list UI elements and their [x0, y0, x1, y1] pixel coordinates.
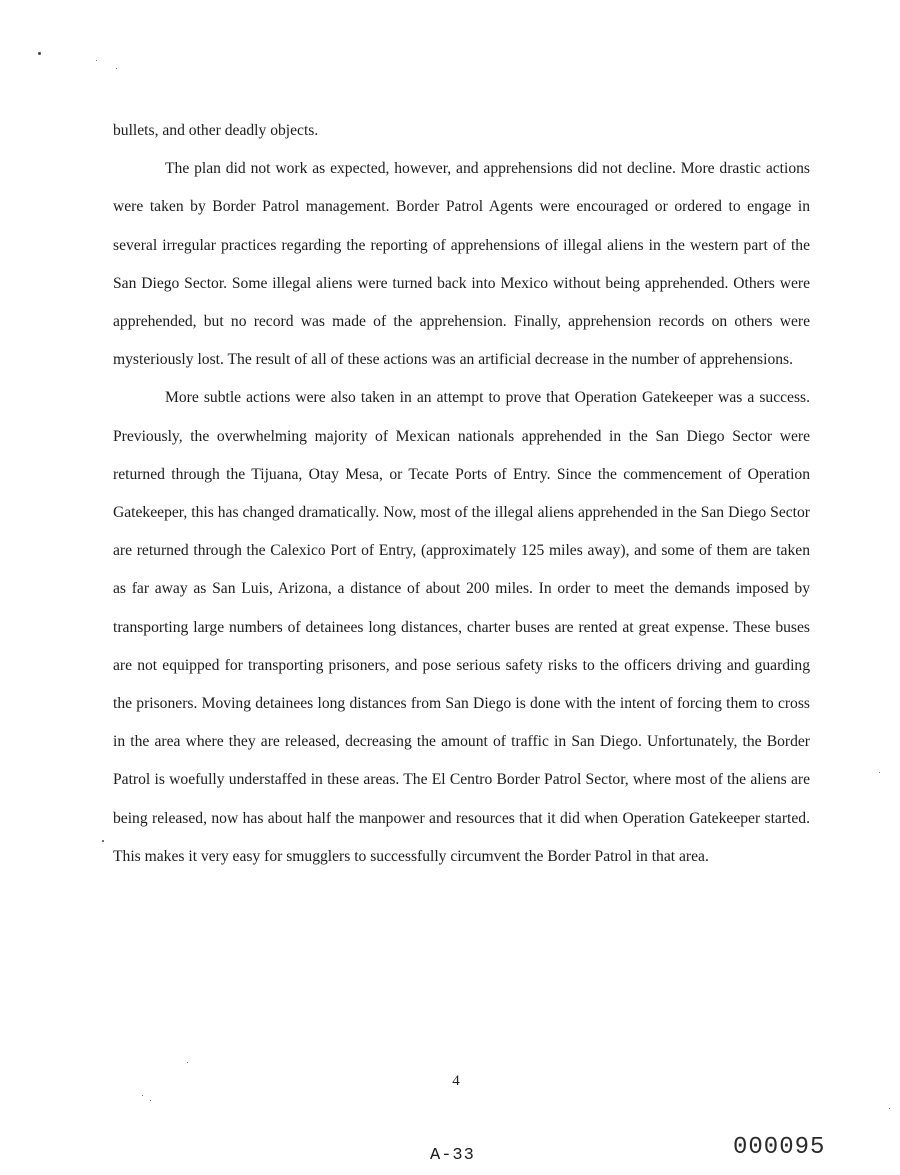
scan-speck	[96, 60, 97, 61]
paragraph-2: The plan did not work as expected, however, and apprehensions did not decline. More drastic actions were taken by Border Patrol management. Border Patrol Agents were encouraged or ordered to engage in several irregular practices regarding the reporting of apprehensions of illegal aliens in the western part of the San Diego Sector. Some illegal aliens were turned back into Mexico without being apprehended. Others were apprehended, but no record was made of the apprehension. Finally, apprehension records on others were mysteriously lost. The result of all of these actions was an artificial decrease in the number of apprehensions.	[113, 160, 810, 369]
scan-speck	[38, 52, 41, 55]
scan-speck	[116, 68, 117, 69]
bates-number: 000095	[733, 1134, 826, 1161]
scan-speck	[187, 1062, 188, 1063]
document-body	[113, 112, 810, 876]
paragraph-1: bullets, and other deadly objects.	[113, 122, 319, 139]
scan-speck	[142, 1095, 143, 1096]
scan-speck	[150, 1100, 151, 1101]
scan-speck	[102, 840, 104, 842]
scan-speck	[879, 772, 880, 773]
page-number: 4	[452, 1073, 460, 1089]
scan-speck	[889, 1108, 890, 1109]
paragraph-3: More subtle actions were also taken in an attempt to prove that Operation Gatekeeper was a success. Previously, the overwhelming majority of Mexican nationals apprehended in the San Diego Sector were returned through the Tijuana, Otay Mesa, or Tecate Ports of Entry. Since the commencement of Operation Gatekeeper, this has changed dramatically. Now, most of the illegal aliens apprehended in the San Diego Sector are returned through the Calexico Port of Entry, (approximately 125 miles away), and some of them are taken as far away as San Luis, Arizona, a distance of about 200 miles. In order to meet the demands imposed by transporting large numbers of detainees long distances, charter buses are rented at great expense. These buses are not equipped for transporting prisoners, and pose serious safety risks to the officers driving and guarding the prisoners. Moving detainees long distances from San Diego is done with the intent of forcing them to cross in the area where they are released, decreasing the amount of traffic in San Diego. Unfortunately, the Border Patrol is woefully understaffed in these areas. The El Centro Border Patrol Sector, where most of the aliens are being released, now has about half the manpower and resources that it did when Operation Gatekeeper started. This makes it very easy for smugglers to successfully circumvent the Border Patrol in that area.	[113, 389, 810, 865]
exhibit-label: A-33	[430, 1146, 475, 1165]
